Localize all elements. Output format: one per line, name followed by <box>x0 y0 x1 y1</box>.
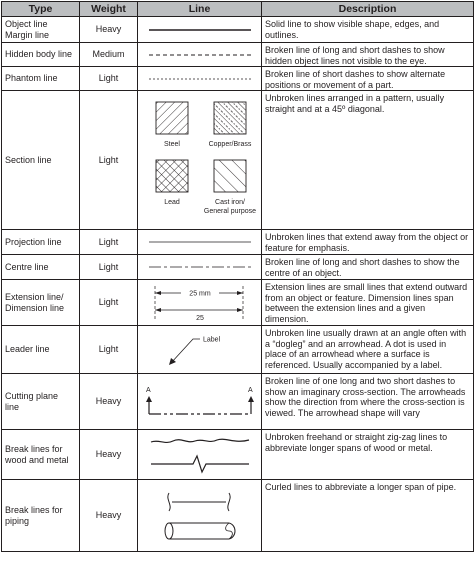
header-weight: Weight <box>80 2 138 17</box>
weight-cell: Light <box>80 280 138 326</box>
type-text: Leader line <box>5 344 50 355</box>
weight-cell: Light <box>80 67 138 91</box>
description-cell: Unbroken freehand or straight zig-zag lines to abbreviate longer spans of wood or metal. <box>262 430 474 480</box>
lead-label: Lead <box>163 199 180 206</box>
centre-line-sample <box>145 262 255 272</box>
type-cell <box>2 326 80 374</box>
cast-iron-label-line2: General purpose <box>203 208 256 215</box>
type-text: Margin line <box>5 29 50 40</box>
cutting-label-right: A <box>247 386 253 394</box>
phantom-line-sample <box>145 74 255 84</box>
table-row <box>2 255 474 280</box>
type-cell <box>2 374 80 430</box>
type-cell <box>2 280 80 326</box>
type-text: line <box>5 401 20 412</box>
description-cell: Broken line of short dashes to show alternate positions or movement of a part. <box>262 67 474 91</box>
dimension-line-sample <box>145 282 255 324</box>
type-text: Extension line/ <box>5 292 64 302</box>
type-text: Phantom line <box>5 73 58 84</box>
type-text: Cutting plane <box>5 391 59 401</box>
type-text: Hidden body line <box>5 49 73 60</box>
type-text: Centre line <box>5 261 49 272</box>
weight-cell: Light <box>80 91 138 230</box>
line-sample-cell <box>138 91 262 230</box>
table-row <box>2 280 474 326</box>
cutting-label-left: A <box>145 386 151 394</box>
table-row <box>2 480 474 552</box>
line-types-table <box>1 1 474 552</box>
type-cell <box>2 230 80 255</box>
section-hatch-samples <box>140 94 260 226</box>
description-cell: Extension lines are small lines that extend outward from an object or feature. Dimension lines span between the extension lines and a given dimension. <box>262 280 474 326</box>
table-row <box>2 43 474 67</box>
description-cell: Solid line to show visible shape, edges, and outlines. <box>262 17 474 43</box>
header-description: Description <box>262 2 474 17</box>
line-sample-cell <box>138 230 262 255</box>
steel-hatch-swatch <box>156 102 188 134</box>
weight-cell: Light <box>80 326 138 374</box>
type-cell <box>2 91 80 230</box>
cutting-plane-sample <box>140 380 260 424</box>
description-cell: Unbroken line usually drawn at an angle often with a “dogleg” and an arrowhead. A dot is used in place of an arrowhead where a surface is referenced. Usually accompanied by a label. <box>262 326 474 374</box>
type-cell <box>2 480 80 552</box>
copper-brass-label: Copper/Brass <box>208 141 251 148</box>
table-row <box>2 67 474 91</box>
projection-line-sample <box>145 237 255 247</box>
table-row <box>2 91 474 230</box>
hidden-line-sample <box>145 50 255 60</box>
type-cell <box>2 67 80 91</box>
type-text: Object line <box>5 19 48 29</box>
line-sample-cell <box>138 326 262 374</box>
line-sample-cell <box>138 280 262 326</box>
line-sample-cell <box>138 17 262 43</box>
copper-brass-hatch-swatch <box>214 102 246 134</box>
type-text: Break lines for <box>5 444 63 454</box>
description-cell: Broken line of long and short dashes to show hidden object lines not visible to the eye. <box>262 43 474 67</box>
table-row <box>2 230 474 255</box>
weight-cell: Heavy <box>80 374 138 430</box>
weight-cell: Light <box>80 255 138 280</box>
type-text: Projection line <box>5 236 62 247</box>
weight-cell: Medium <box>80 43 138 67</box>
header-row <box>2 2 474 17</box>
description-cell: Broken line of one long and two short dashes to show an imaginary cross-section. The arrowheads show the direction from where the cross-section is viewed. The arrowhead shape will vary <box>262 374 474 430</box>
lead-hatch-swatch <box>156 160 188 192</box>
type-cell <box>2 43 80 67</box>
type-text: Dimension line <box>5 302 65 313</box>
description-cell: Curled lines to abbreviate a longer span of pipe. <box>262 480 474 552</box>
object-line-sample <box>145 25 255 35</box>
type-cell <box>2 430 80 480</box>
type-text: Break lines for <box>5 505 63 515</box>
table-row <box>2 17 474 43</box>
cast-iron-label: Cast iron/ <box>214 199 245 206</box>
break-lines-piping-sample <box>145 483 255 549</box>
weight-cell: Heavy <box>80 17 138 43</box>
header-line: Line <box>138 2 262 17</box>
description-cell: Unbroken lines arranged in a pattern, usually straight and at a 45º diagonal. <box>262 91 474 230</box>
line-sample-cell <box>138 430 262 480</box>
cast-iron-hatch-swatch <box>214 160 246 192</box>
leader-label: Label <box>202 336 220 343</box>
line-sample-cell <box>138 480 262 552</box>
line-sample-cell <box>138 43 262 67</box>
leader-line-sample <box>145 329 255 371</box>
table-row <box>2 374 474 430</box>
header-type: Type <box>2 2 80 17</box>
break-lines-wood-metal-sample <box>145 432 255 478</box>
description-cell: Unbroken lines that extend away from the object or feature for emphasis. <box>262 230 474 255</box>
weight-cell: Heavy <box>80 480 138 552</box>
line-sample-cell <box>138 67 262 91</box>
table-row <box>2 430 474 480</box>
type-text: wood and metal <box>5 454 69 465</box>
steel-label: Steel <box>163 141 180 148</box>
description-cell: Broken line of long and short dashes to show the centre of an object. <box>262 255 474 280</box>
dimension-bottom-label: 25 <box>195 314 204 322</box>
type-text: Section line <box>5 154 52 165</box>
type-cell <box>2 17 80 43</box>
line-sample-cell <box>138 374 262 430</box>
type-cell <box>2 255 80 280</box>
weight-cell: Heavy <box>80 430 138 480</box>
type-text: piping <box>5 515 30 526</box>
weight-cell: Light <box>80 230 138 255</box>
table-row <box>2 326 474 374</box>
line-sample-cell <box>138 255 262 280</box>
dimension-top-label: 25 mm <box>188 290 211 297</box>
